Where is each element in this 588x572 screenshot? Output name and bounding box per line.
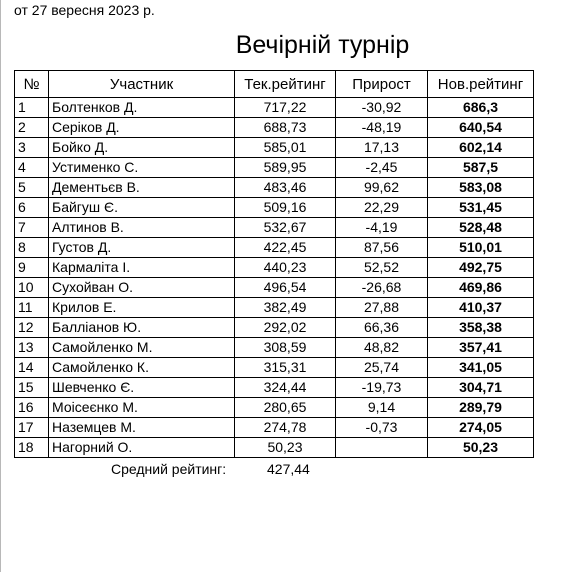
cell-current-rating: 422,45 — [235, 238, 336, 258]
cell-gain: -4,19 — [336, 218, 428, 238]
cell-gain: 22,29 — [336, 198, 428, 218]
cell-number: 12 — [15, 318, 49, 338]
cell-number: 10 — [15, 278, 49, 298]
cell-gain: 48,82 — [336, 338, 428, 358]
table-row — [15, 218, 534, 238]
page-title: Вечірній турнір — [235, 31, 410, 59]
table-row — [15, 418, 534, 438]
cell-current-rating: 585,01 — [235, 138, 336, 158]
cell-new-rating: 469,86 — [428, 278, 534, 298]
ratings-table — [14, 70, 534, 458]
cell-participant: Болтенков Д. — [49, 98, 235, 118]
cell-number: 1 — [15, 98, 49, 118]
cell-number: 6 — [15, 198, 49, 218]
cell-gain: 66,36 — [336, 318, 428, 338]
cell-number: 11 — [15, 298, 49, 318]
cell-participant: Серіков Д. — [49, 118, 235, 138]
cell-participant: Алтинов В. — [49, 218, 235, 238]
table-row — [15, 398, 534, 418]
cell-new-rating: 289,79 — [428, 398, 534, 418]
cell-current-rating: 292,02 — [235, 318, 336, 338]
cell-current-rating: 50,23 — [235, 438, 336, 458]
cell-participant: Балліанов Ю. — [49, 318, 235, 338]
cell-current-rating: 274,78 — [235, 418, 336, 438]
cell-new-rating: 304,71 — [428, 378, 534, 398]
cell-current-rating: 509,16 — [235, 198, 336, 218]
table-row — [15, 438, 534, 458]
cell-current-rating: 324,44 — [235, 378, 336, 398]
cell-participant: Байгуш Є. — [49, 198, 235, 218]
cell-new-rating: 531,45 — [428, 198, 534, 218]
cell-new-rating: 587,5 — [428, 158, 534, 178]
column-header-current-rating: Тек.рейтинг — [235, 71, 336, 98]
cell-current-rating: 315,31 — [235, 358, 336, 378]
cell-new-rating: 50,23 — [428, 438, 534, 458]
cell-participant: Наземцев М. — [49, 418, 235, 438]
table-row — [15, 138, 534, 158]
table-row — [15, 238, 534, 258]
cell-number: 8 — [15, 238, 49, 258]
cell-gain: -26,68 — [336, 278, 428, 298]
cell-participant: Крилов Е. — [49, 298, 235, 318]
cell-current-rating: 688,73 — [235, 118, 336, 138]
column-header-gain: Прирост — [336, 71, 428, 98]
cell-gain: 99,62 — [336, 178, 428, 198]
cell-gain: -19,73 — [336, 378, 428, 398]
cell-current-rating: 280,65 — [235, 398, 336, 418]
cell-gain: -30,92 — [336, 98, 428, 118]
cell-number: 3 — [15, 138, 49, 158]
cell-new-rating: 583,08 — [428, 178, 534, 198]
table-row — [15, 358, 534, 378]
cell-number: 7 — [15, 218, 49, 238]
cell-participant: Сухойван О. — [49, 278, 235, 298]
cell-new-rating: 357,41 — [428, 338, 534, 358]
cell-current-rating: 589,95 — [235, 158, 336, 178]
cell-participant: Самойленко К. — [49, 358, 235, 378]
table-row — [15, 378, 534, 398]
tournament-date: от 27 вересня 2023 р. — [14, 2, 155, 18]
cell-gain — [336, 438, 428, 458]
cell-current-rating: 382,49 — [235, 298, 336, 318]
cell-number: 4 — [15, 158, 49, 178]
cell-number: 2 — [15, 118, 49, 138]
table-row — [15, 258, 534, 278]
table-row — [15, 298, 534, 318]
cell-current-rating: 532,67 — [235, 218, 336, 238]
cell-gain: -2,45 — [336, 158, 428, 178]
cell-participant: Бойко Д. — [49, 138, 235, 158]
cell-participant: Моісеєнко М. — [49, 398, 235, 418]
cell-gain: 52,52 — [336, 258, 428, 278]
cell-new-rating: 602,14 — [428, 138, 534, 158]
cell-current-rating: 717,22 — [235, 98, 336, 118]
column-header-new-rating: Нов.рейтинг — [428, 71, 534, 98]
cell-participant: Густов Д. — [49, 238, 235, 258]
cell-number: 14 — [15, 358, 49, 378]
average-rating-label: Средний рейтинг: — [111, 461, 227, 477]
page-left-border — [0, 0, 1, 572]
cell-gain: -0,73 — [336, 418, 428, 438]
table-header-row — [15, 71, 534, 98]
cell-new-rating: 492,75 — [428, 258, 534, 278]
cell-participant: Самойленко М. — [49, 338, 235, 358]
table-row — [15, 158, 534, 178]
cell-number: 17 — [15, 418, 49, 438]
table-row — [15, 338, 534, 358]
cell-gain: 9,14 — [336, 398, 428, 418]
table-row — [15, 318, 534, 338]
cell-current-rating: 440,23 — [235, 258, 336, 278]
table-row — [15, 118, 534, 138]
column-header-number: № — [15, 71, 49, 98]
cell-gain: 25,74 — [336, 358, 428, 378]
cell-gain: 27,88 — [336, 298, 428, 318]
cell-number: 15 — [15, 378, 49, 398]
cell-current-rating: 496,54 — [235, 278, 336, 298]
cell-participant: Кармаліта І. — [49, 258, 235, 278]
cell-current-rating: 308,59 — [235, 338, 336, 358]
cell-new-rating: 358,38 — [428, 318, 534, 338]
cell-new-rating: 410,37 — [428, 298, 534, 318]
table-row — [15, 278, 534, 298]
cell-new-rating: 686,3 — [428, 98, 534, 118]
cell-new-rating: 528,48 — [428, 218, 534, 238]
table-row — [15, 198, 534, 218]
column-header-participant: Участник — [49, 71, 235, 98]
cell-new-rating: 640,54 — [428, 118, 534, 138]
cell-number: 9 — [15, 258, 49, 278]
cell-new-rating: 510,01 — [428, 238, 534, 258]
average-rating-value: 427,44 — [267, 461, 310, 477]
cell-gain: -48,19 — [336, 118, 428, 138]
cell-number: 16 — [15, 398, 49, 418]
cell-participant: Нагорний О. — [49, 438, 235, 458]
cell-participant: Шевченко Є. — [49, 378, 235, 398]
table-row — [15, 178, 534, 198]
cell-new-rating: 341,05 — [428, 358, 534, 378]
cell-number: 13 — [15, 338, 49, 358]
cell-gain: 17,13 — [336, 138, 428, 158]
cell-number: 18 — [15, 438, 49, 458]
cell-gain: 87,56 — [336, 238, 428, 258]
cell-new-rating: 274,05 — [428, 418, 534, 438]
cell-participant: Дементьєв В. — [49, 178, 235, 198]
cell-number: 5 — [15, 178, 49, 198]
table-row — [15, 98, 534, 118]
cell-participant: Устименко С. — [49, 158, 235, 178]
cell-current-rating: 483,46 — [235, 178, 336, 198]
